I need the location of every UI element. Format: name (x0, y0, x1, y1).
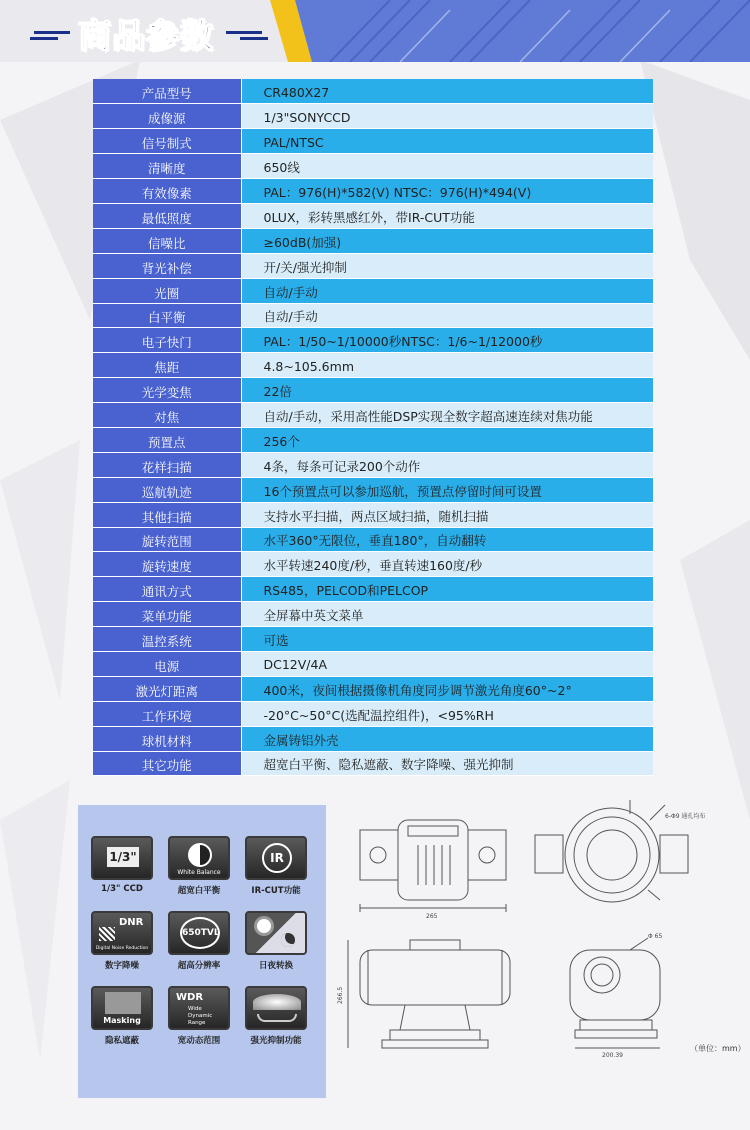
ccd-icon-text: 1/3" (107, 847, 139, 867)
spec-label: 菜单功能 (93, 602, 241, 627)
spec-value: 16个预置点可以参加巡航，预置点停留时间可设置 (241, 477, 653, 502)
spec-row (93, 502, 653, 527)
spec-value: 开/关/强光抑制 (241, 253, 653, 278)
wdr-icon-text: WDR (176, 992, 204, 1003)
spec-value: 全屏幕中英文菜单 (241, 602, 653, 627)
dim-width-label: 265 (426, 913, 438, 920)
spec-row (93, 253, 653, 278)
spec-row (93, 427, 653, 452)
spec-label: 焦距 (93, 353, 241, 378)
spec-label: 对焦 (93, 403, 241, 428)
spec-label: 电子快门 (93, 328, 241, 353)
spec-label: 电源 (93, 651, 241, 676)
spec-value: ≥60dB(加强) (241, 228, 653, 253)
spec-label: 通讯方式 (93, 577, 241, 602)
spec-value: PAL/NTSC (241, 129, 653, 154)
spec-label: 工作环境 (93, 701, 241, 726)
feature-item (89, 911, 155, 981)
spec-label: 温控系统 (93, 627, 241, 652)
feature-label: 超高分辨率 (177, 961, 221, 971)
spec-label: 球机材料 (93, 726, 241, 751)
spec-table (93, 79, 653, 776)
spec-value: DC12V/4A (241, 651, 653, 676)
hole-note: 6-Φ9 通孔均布 (665, 813, 706, 820)
spec-row (93, 353, 653, 378)
spec-row (93, 328, 653, 353)
feature-label: 宽动态范围 (177, 1036, 221, 1046)
feature-label: 强光抑制功能 (250, 1036, 302, 1046)
spec-row (93, 129, 653, 154)
spec-label: 其它功能 (93, 751, 241, 776)
feature-item (166, 911, 232, 981)
spec-label: 信号制式 (93, 129, 241, 154)
spec-row (93, 477, 653, 502)
spec-row (93, 602, 653, 627)
spec-value: 自动/手动 (241, 278, 653, 303)
feature-item (89, 836, 155, 906)
spec-label: 旋转速度 (93, 552, 241, 577)
spec-label: 产品型号 (93, 79, 241, 104)
title-deco-left (30, 37, 58, 40)
spec-value: 水平转速240度/秒，垂直转速160度/秒 (241, 552, 653, 577)
spec-label: 旋转范围 (93, 527, 241, 552)
spec-value: 支持水平扫描，两点区域扫描，随机扫描 (241, 502, 653, 527)
front-view-drawing (360, 820, 506, 912)
feature-item (89, 986, 155, 1056)
spec-value: 1/3"SONYCCD (241, 104, 653, 129)
ir-icon-text: IR (262, 843, 292, 873)
spec-row (93, 527, 653, 552)
feature-label: 隐私遮蔽 (104, 1036, 139, 1046)
spec-value: 650线 (241, 154, 653, 179)
feature-label: IR-CUT功能 (251, 886, 301, 896)
feature-label: 超宽白平衡 (177, 886, 221, 896)
spec-value: 4.8~105.6mm (241, 353, 653, 378)
dim-base-label: 200.39 (602, 1052, 623, 1059)
spec-value: 256个 (241, 427, 653, 452)
feature-item (243, 836, 309, 906)
spec-row (93, 751, 653, 776)
spec-row (93, 154, 653, 179)
unit-note: （单位：mm） (690, 1044, 746, 1053)
spec-label: 信噪比 (93, 228, 241, 253)
side-view-drawing (348, 940, 510, 1048)
resolution-icon-text: 650TVL (180, 917, 220, 949)
spec-label: 清晰度 (93, 154, 241, 179)
feature-item (243, 986, 309, 1056)
day-night-icon (245, 911, 307, 955)
spec-value: 水平360°无限位，垂直180°，自动翻转 (241, 527, 653, 552)
wdr-icon (168, 986, 230, 1030)
dnr-icon-subtext: Digital Noise Reduction (95, 946, 149, 951)
spec-value: 超宽白平衡、隐私遮蔽、数字降噪、强光抑制 (241, 751, 653, 776)
feature-item (166, 986, 232, 1056)
feature-grid (89, 836, 309, 1072)
spec-value: CR480X27 (241, 79, 653, 104)
spec-row (93, 104, 653, 129)
spec-row (93, 179, 653, 204)
spec-row (93, 228, 653, 253)
spec-row (93, 303, 653, 328)
page-header (0, 0, 750, 62)
spec-row (93, 203, 653, 228)
spec-row (93, 651, 653, 676)
spec-value: RS485，PELCOD和PELCOP (241, 577, 653, 602)
feature-label: 1/3" CCD (101, 884, 143, 894)
spec-value: 自动/手动 (241, 303, 653, 328)
dim-height-label: 266.5 (337, 986, 344, 1004)
spec-value: 可选 (241, 627, 653, 652)
spec-row (93, 552, 653, 577)
feature-item (243, 911, 309, 981)
spec-value: 0LUX，彩转黑感红外，带IR-CUT功能 (241, 203, 653, 228)
dnr-icon-text: DNR (119, 917, 144, 928)
dimension-drawings (330, 800, 750, 1100)
spec-value: 22倍 (241, 378, 653, 403)
page-title: 商品参数 (78, 16, 214, 55)
spec-row (93, 452, 653, 477)
spec-label: 其他扫描 (93, 502, 241, 527)
ccd-icon (91, 836, 153, 880)
spec-label: 有效像素 (93, 179, 241, 204)
title-deco-right (226, 31, 262, 34)
spec-row (93, 627, 653, 652)
spec-row (93, 577, 653, 602)
spec-label: 成像源 (93, 104, 241, 129)
title-deco-left (34, 31, 70, 34)
wdr-icon-subtext: Wide Dynamic Range (188, 1006, 213, 1026)
spec-label: 巡航轨迹 (93, 477, 241, 502)
feature-item (166, 836, 232, 906)
spec-label: 光圈 (93, 278, 241, 303)
spec-value: PAL：976(H)*582(V) NTSC：976(H)*494(V) (241, 179, 653, 204)
spec-value: 400米，夜间根据摄像机角度同步调节激光角度60°~2° (241, 676, 653, 701)
feature-label: 数字降噪 (104, 961, 139, 971)
dia-note: Φ 65 (648, 933, 663, 940)
spec-row (93, 676, 653, 701)
spec-value: 金属铸铝外壳 (241, 726, 653, 751)
spec-row (93, 79, 653, 104)
spec-label: 最低照度 (93, 203, 241, 228)
feature-label: 日夜转换 (258, 961, 293, 971)
spec-row (93, 726, 653, 751)
masking-icon (91, 986, 153, 1030)
masking-icon-text: Masking (103, 1016, 141, 1025)
wb-icon-text: White Balance (177, 869, 221, 876)
feature-panel (78, 805, 326, 1098)
spec-label: 花样扫描 (93, 452, 241, 477)
spec-row (93, 403, 653, 428)
spec-row (93, 378, 653, 403)
title-deco-right (240, 37, 268, 40)
spec-value: -20°C~50°C(选配温控组件)，<95%RH (241, 701, 653, 726)
spec-label: 预置点 (93, 427, 241, 452)
spec-label: 光学变焦 (93, 378, 241, 403)
spec-row (93, 278, 653, 303)
spec-label: 背光补偿 (93, 253, 241, 278)
resolution-icon (168, 911, 230, 955)
dnr-icon (91, 911, 153, 955)
spec-label: 激光灯距离 (93, 676, 241, 701)
spec-row (93, 701, 653, 726)
spec-value: 4条，每条可记录200个动作 (241, 452, 653, 477)
spec-value: PAL：1/50~1/10000秒NTSC：1/6~1/12000秒 (241, 328, 653, 353)
spec-label: 白平衡 (93, 303, 241, 328)
white-balance-icon (168, 836, 230, 880)
blc-icon (245, 986, 307, 1030)
ir-icon (245, 836, 307, 880)
spec-value: 自动/手动，采用高性能DSP实现全数字超高速连续对焦功能 (241, 403, 653, 428)
rear-view-drawing (570, 938, 660, 1048)
